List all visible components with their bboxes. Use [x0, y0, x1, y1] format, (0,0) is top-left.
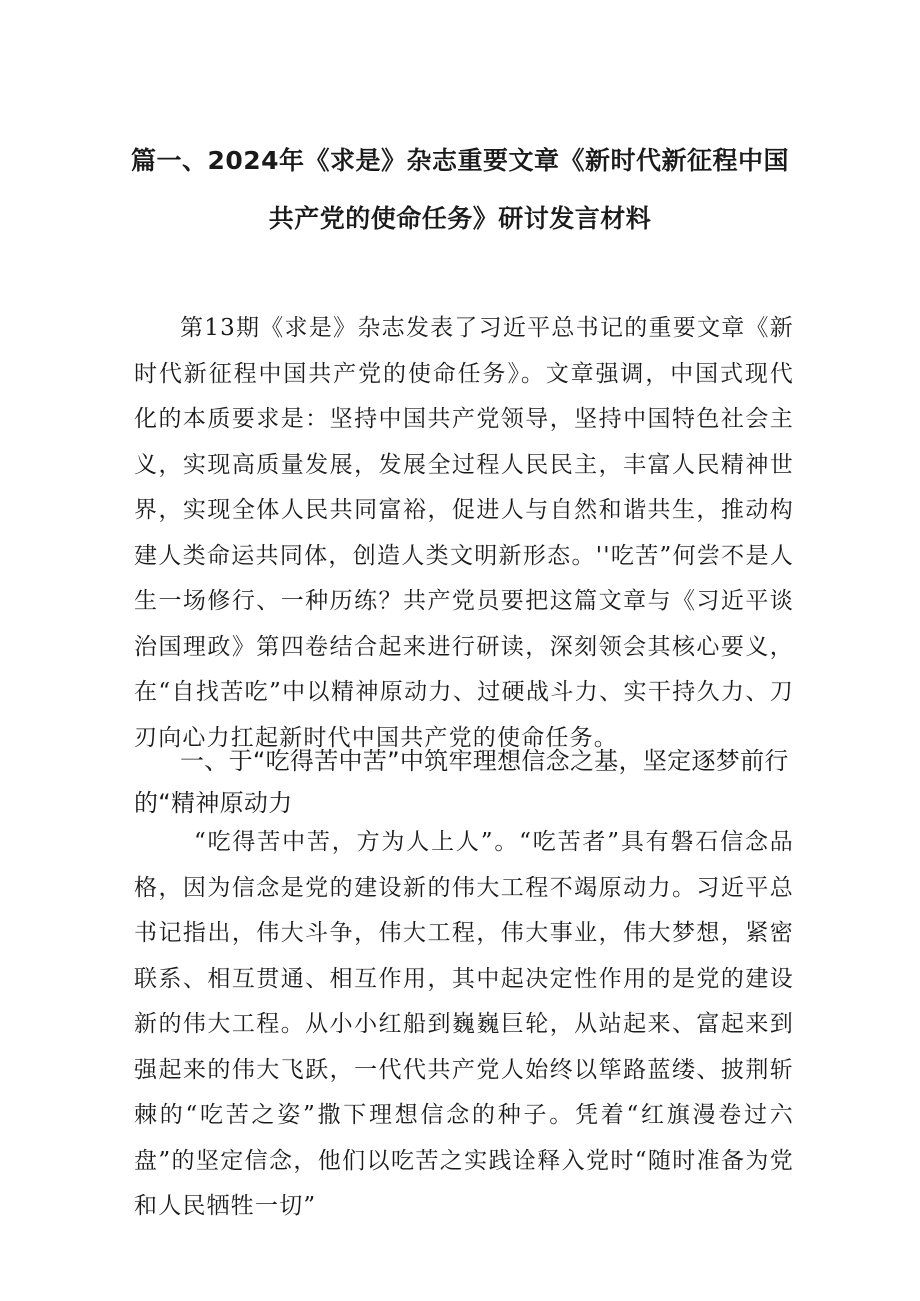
document-title-line-1: 篇一、2024年《求是》杂志重要文章《新时代新征程中国 — [130, 146, 790, 175]
section-1-heading: 一、于“吃得苦中苦”中筑牢理想信念之基，坚定逐梦前行的“精神原动力 — [134, 747, 789, 817]
document-title-line-2: 共产党的使命任务》研讨发言材料 — [268, 204, 652, 233]
section-1-paragraph: “吃得苦中苦，方为人上人”。“吃苦者”具有磐石信念品格，因为信念是党的建设新的伟大工程不竭原动力。习近平总书记指出，伟大斗争，伟大工程，伟大事业，伟大梦想，紧密联系、相互贯通、相互作用，其中起决定性作用的是党的建设新的伟大工程。从小小红船到巍巍巨轮，从站起来、富起来到强起来的伟大飞跃，一代代共产党人始终以筚路蓝缕、披荆斩棘的“吃苦之姿”撒下理想信念的种子。凭着“红旗漫卷过六盘”的坚定信念，他们以吃苦之实践诠释入党时“随时准备为党和人民牺牲一切” — [134, 829, 794, 1219]
intro-paragraph: 第13期《求是》杂志发表了习近平总书记的重要文章《新时代新征程中国共产党的使命任务》。文章强调，中国式现代化的本质要求是：坚持中国共产党领导，坚持中国特色社会主义，实现高质量发展，发展全过程人民民主，丰富人民精神世界，实现全体人民共同富裕，促进人与自然和谐共生，推动构建人类命运共同体，创造人类文明新形态。''吃苦”何尝不是人生一场修行、一种历练？共产党员要把这篇文章与《习近平谈治国理政》第四卷结合起来进行研读，深刻领会其核心要义，在“自找苦吃”中以精神原动力、过硬战斗力、实干持久力、刀刃向心力扛起新时代中国共产党的使命任务。 — [134, 315, 794, 751]
